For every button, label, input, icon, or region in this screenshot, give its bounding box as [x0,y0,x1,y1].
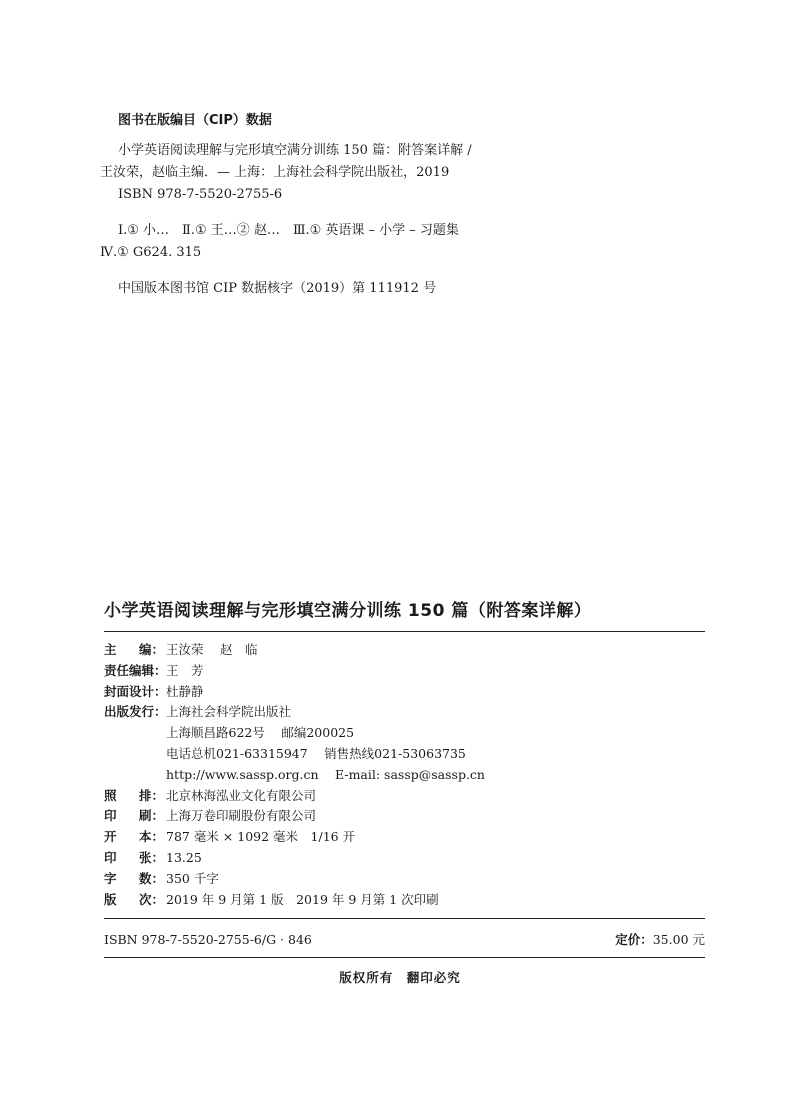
chief-editor-value: 王汝荣 赵 临 [166,642,258,657]
printing-row [104,806,705,827]
printing-value: 上海万卷印刷股份有限公司 [166,808,317,824]
cip-subject-line-1: Ⅰ.① 小… Ⅱ.① 王…② 赵… Ⅲ.① 英语课 – 小学 – 习题集 [118,223,459,238]
sheets-label-a: 印 [104,849,117,865]
printing-label-b: 刷： [138,808,164,824]
price-label: 定价： [615,932,653,947]
word-count-label-b: 数： [138,870,164,886]
footer-isbn: ISBN 978-7-5520-2755-6/G · 846 [104,932,312,947]
cip-block [100,110,718,300]
publisher-address: 上海顺昌路622号 邮编200025 [166,725,355,741]
publisher-phone: 电话总机021-63315947 销售热线021-53063735 [166,745,466,761]
cip-editor-line: 王汝荣，赵临主编．— 上海：上海社会科学院出版社，2019 [100,165,450,180]
printing-label-a: 印 [104,808,117,824]
typesetting-value: 北京林海泓业文化有限公司 [166,787,317,803]
cover-design-row [104,682,705,703]
responsible-editor-label: 责任编辑： [104,662,167,678]
isbn-price-row [104,930,705,950]
footer-rule [104,957,705,958]
word-count-value: 350 千字 [166,870,219,886]
word-count-label-a: 字 [104,870,117,886]
cover-design-label: 封面设计： [104,683,167,699]
info-bottom-rule [104,918,705,919]
chief-editor-label-a: 主 [104,642,117,657]
publisher-label: 出版发行： [104,704,167,720]
sheets-label-b: 张： [138,849,164,865]
responsible-editor-row [104,661,705,682]
book-title: 小学英语阅读理解与完形填空满分训练 150 篇（附答案详解） [104,601,592,621]
typesetting-row [104,786,705,807]
publisher-name: 上海社会科学院出版社 [166,704,292,720]
edition-label-a: 版 [104,891,117,907]
price-value: 35.00 元 [652,932,705,947]
edition-row [104,890,705,911]
edition-label-b: 次： [138,891,164,907]
responsible-editor-value: 王 芳 [166,662,204,678]
copyright-notice: 版权所有 翻印必究 [339,970,461,985]
publisher-row [104,702,705,723]
sheets-row [104,848,705,869]
publisher-web: http://www.sassp.org.cn E-mail: sassp@sassp.cn [166,766,485,782]
cip-subject-line-2: Ⅳ.① G624. 315 [100,245,202,260]
chief-editor-label-b: 编： [138,642,164,657]
format-label-b: 本： [138,829,164,845]
format-value: 787 毫米 × 1092 毫米 1/16 开 [166,829,356,845]
edition-value: 2019 年 9 月第 1 版 2019 年 9 月第 1 次印刷 [166,891,439,907]
format-label-a: 开 [104,829,117,845]
cip-heading: 图书在版编目（CIP）数据 [118,113,272,128]
price [615,930,705,950]
cip-title-line: 小学英语阅读理解与完形填空满分训练 150 篇：附答案详解 / [118,143,472,158]
publication-info [104,640,705,910]
format-row [104,827,705,848]
sheets-value: 13.25 [166,849,202,865]
typesetting-label-b: 排： [138,787,164,803]
word-count-row [104,869,705,890]
cover-design-value: 杜静静 [166,683,204,699]
title-rule [104,631,705,632]
cip-record-line: 中国版本图书馆 CIP 数据核字（2019）第 111912 号 [118,281,437,296]
typesetting-label-a: 照 [104,787,117,803]
chief-editor-row [104,640,705,661]
cip-isbn-line: ISBN 978-7-5520-2755-6 [118,187,283,202]
